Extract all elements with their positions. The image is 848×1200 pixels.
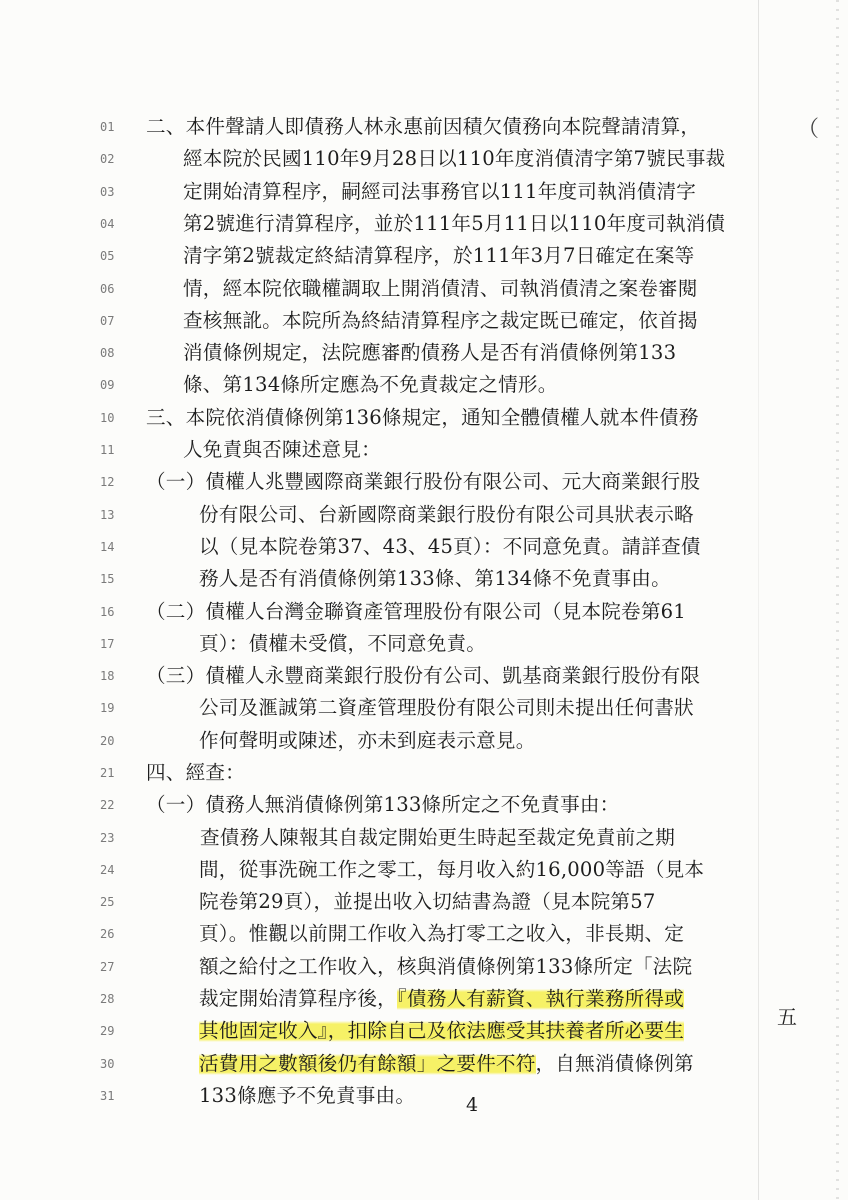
highlighted-text: 『債務人有薪資、執行業務所得或: [396, 987, 685, 1010]
line-number: 29: [100, 1024, 115, 1038]
line-number: 19: [100, 701, 115, 715]
text-segment: ，自無消債條例第: [535, 1052, 694, 1075]
text-segment: 情，經本院依職權調取上開消債清、司執消債清之案卷審閱: [183, 277, 698, 300]
text-line: [146, 117, 700, 137]
text-segment: 務人是否有消債條例第133條、第134條不免責事由。: [199, 567, 671, 590]
line-number: 23: [100, 831, 115, 845]
margin-bracket: （: [797, 117, 820, 142]
text-line: [200, 828, 675, 848]
text-line: [183, 311, 698, 331]
text-line: [146, 763, 245, 783]
text-line: [199, 989, 684, 1009]
text-line: [199, 569, 671, 589]
line-number: 14: [100, 540, 115, 554]
text-segment: （一）債務人無消債條例第133條所定之不免責事由：: [146, 793, 620, 816]
line-number: 30: [100, 1057, 115, 1071]
text-line: [199, 698, 694, 718]
text-segment: 清字第2號裁定終結清算程序，於111年3月7日確定在案等: [183, 244, 695, 267]
line-number: 08: [100, 346, 115, 360]
text-segment: 三、本院依消債條例第136條規定，通知全體債權人就本件債務: [146, 406, 699, 429]
text-line: [199, 731, 536, 751]
line-number: 26: [100, 927, 115, 941]
line-number: 03: [100, 185, 115, 199]
text-segment: 間，從事洗碗工作之零工，每月收入約16,000等語（見本: [199, 858, 705, 881]
line-number: 25: [100, 895, 115, 909]
text-line: [199, 634, 486, 654]
text-line: [146, 795, 619, 815]
text-line: [183, 214, 725, 234]
line-number: 11: [100, 443, 115, 457]
text-line: [146, 602, 686, 622]
highlighted-text: 」之要件不符: [416, 1052, 536, 1075]
text-line: [199, 924, 684, 944]
line-number: 20: [100, 734, 115, 748]
text-line: [146, 472, 700, 492]
text-segment: 頁）。惟觀以前開工作收入為打零工之收入，非長期、定: [199, 922, 685, 945]
text-segment: 第2號進行清算程序，並於111年5月11日以110年度司執消債: [183, 212, 726, 235]
line-number: 24: [100, 863, 115, 877]
text-line: [146, 666, 700, 686]
text-segment: 條、第134條所定應為不免責裁定之情形。: [183, 373, 558, 396]
text-segment: （一）債權人兆豐國際商業銀行股份有限公司、元大商業銀行股: [146, 470, 701, 493]
text-line: [199, 537, 701, 557]
text-segment: 二、本件聲請人即債務人林永惠前因積欠債務向本院聲請清算，: [146, 115, 701, 138]
line-number: 18: [100, 669, 115, 683]
line-number: 09: [100, 378, 115, 392]
line-number: 13: [100, 508, 115, 522]
line-number: 07: [100, 314, 115, 328]
highlighted-text: 其他固定收入』，扣除自己及依法應受其扶養者所必要生: [199, 1019, 685, 1042]
text-segment: （三）債權人永豐商業銀行股份有公司、凱基商業銀行股份有限: [146, 664, 701, 687]
text-line: [183, 375, 558, 395]
text-line: [199, 1054, 694, 1074]
line-number: 06: [100, 282, 115, 296]
text-segment: 經本院於民國110年9月28日以110年度消債清字第7號民事裁: [183, 147, 726, 170]
line-number: 12: [100, 475, 115, 489]
text-segment: 查債務人陳報其自裁定開始更生時起至裁定免責前之期: [200, 826, 676, 849]
line-number: 16: [100, 605, 115, 619]
line-number: 01: [100, 120, 115, 134]
text-line: [183, 279, 698, 299]
highlighted-text: 活費用之數額後仍有餘額: [199, 1052, 417, 1075]
line-number: 17: [100, 637, 115, 651]
text-line: [199, 957, 692, 977]
text-line: [199, 860, 704, 880]
text-line: [183, 182, 696, 202]
text-segment: 公司及滙誠第二資產管理股份有限公司則未提出任何書狀: [199, 696, 694, 719]
line-number: 02: [100, 152, 115, 166]
margin-annotation: 五: [777, 1005, 797, 1029]
text-segment: 消債條例規定，法院應審酌債務人是否有消債條例第133: [183, 341, 677, 364]
line-number: 04: [100, 217, 115, 231]
line-number: 10: [100, 411, 115, 425]
line-number: 22: [100, 798, 115, 812]
fold-line: [758, 0, 759, 1200]
line-number: 31: [100, 1089, 115, 1103]
text-segment: 定開始清算程序，嗣經司法事務官以111年度司執消債清字: [183, 180, 697, 203]
text-line: [183, 246, 694, 266]
text-line: [199, 1086, 415, 1106]
line-number: 21: [100, 766, 115, 780]
line-number: 28: [100, 992, 115, 1006]
line-number: 05: [100, 249, 115, 263]
text-segment: 四、經查：: [146, 761, 245, 784]
text-segment: 查核無訛。本院所為終結清算程序之裁定既已確定，依首揭: [183, 309, 698, 332]
text-line: [199, 892, 656, 912]
page-number: 4: [466, 1094, 479, 1116]
text-segment: 額之給付之工作收入，核與消債條例第133條所定「法院: [199, 955, 693, 978]
text-segment: 院卷第29頁），並提出收入切結書為證（見本院第57: [199, 890, 656, 913]
text-segment: 裁定開始清算程序後，: [199, 987, 397, 1010]
text-line: [199, 1021, 684, 1041]
line-number: 15: [100, 572, 115, 586]
text-line: [146, 408, 699, 428]
text-line: [183, 440, 381, 460]
text-segment: 作何聲明或陳述，亦未到庭表示意見。: [199, 729, 536, 752]
scan-edge: [836, 0, 839, 1200]
text-segment: 份有限公司、台新國際商業銀行股份有限公司具狀表示略: [199, 503, 694, 526]
text-line: [199, 505, 694, 525]
text-segment: 133條應予不免責事由。: [199, 1084, 416, 1107]
text-line: [183, 149, 725, 169]
text-segment: （二）債權人台灣金聯資產管理股份有限公司（見本院卷第61: [146, 600, 686, 623]
text-line: [183, 343, 676, 363]
line-number: 27: [100, 960, 115, 974]
text-segment: 以（見本院卷第37、43、45頁）：不同意免責。請詳查債: [199, 535, 701, 558]
text-segment: 人免責與否陳述意見：: [183, 438, 381, 461]
text-segment: 頁）：債權未受償，不同意免責。: [199, 632, 487, 655]
